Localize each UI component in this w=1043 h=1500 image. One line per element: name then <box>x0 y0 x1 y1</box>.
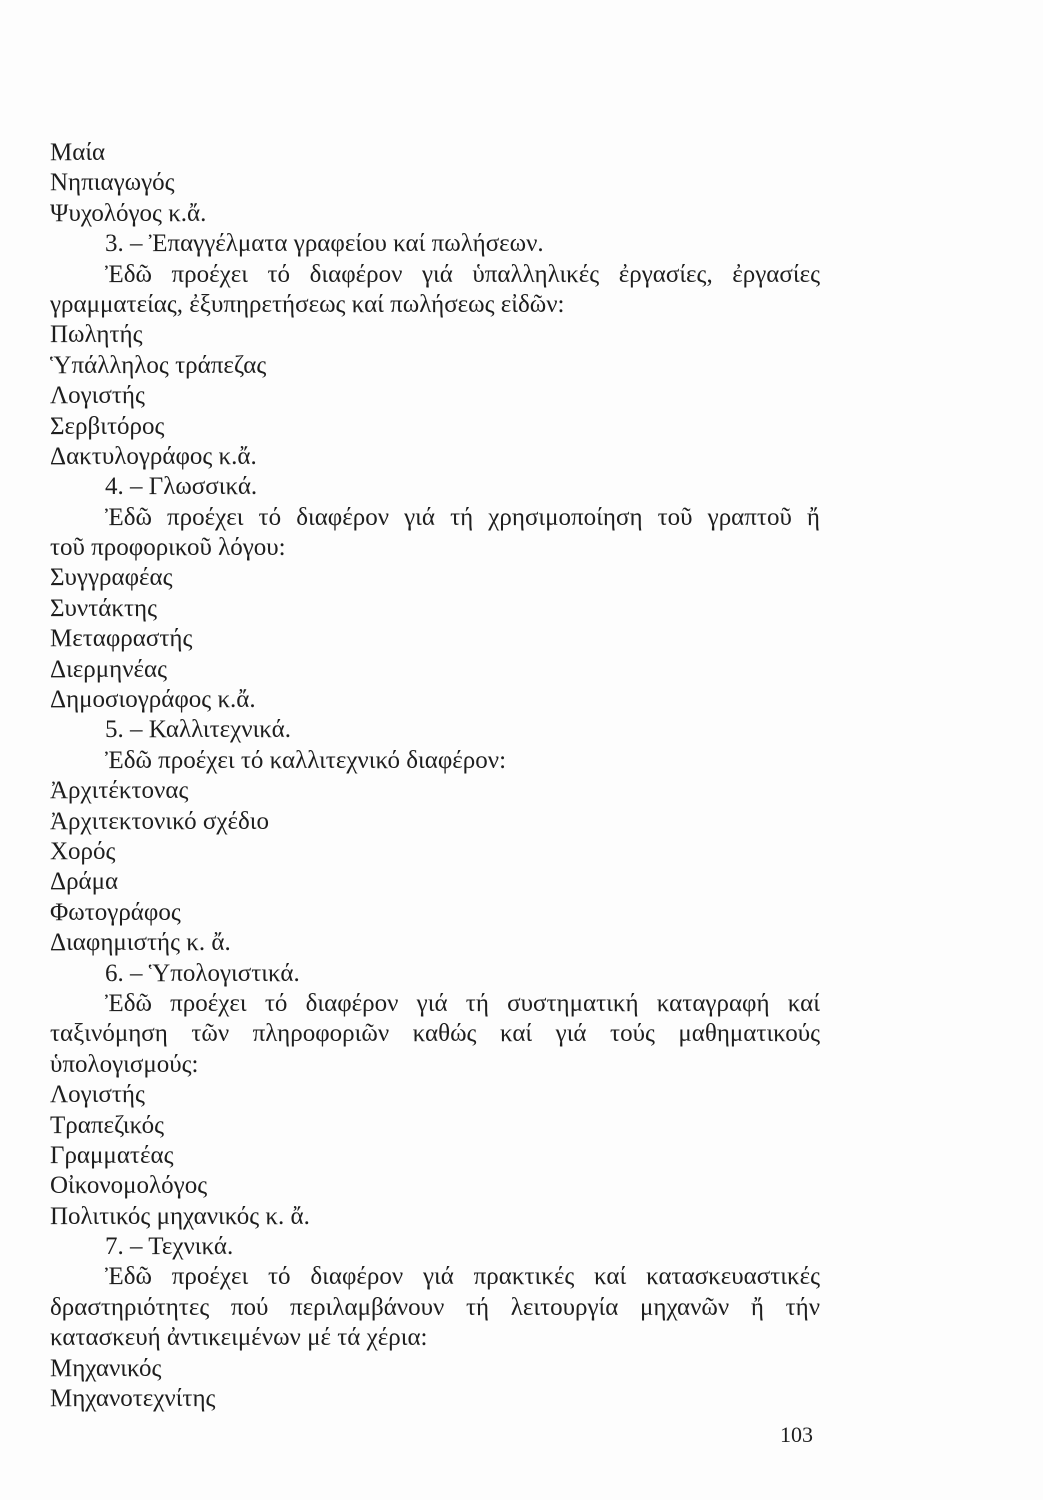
paragraph-line: τοῦ προφορικοῦ λόγου: <box>50 534 286 562</box>
text-line: Μηχανοτεχνίτης <box>50 1385 216 1413</box>
section-heading: 5. – Καλλιτεχνικά. <box>105 716 292 744</box>
body-text <box>50 138 820 1414</box>
page-number: 103 <box>780 1422 813 1447</box>
text-line: Λογιστής <box>50 1081 145 1109</box>
text-line: Τραπεζικός <box>50 1111 165 1139</box>
text-line: Σερβιτόρος <box>50 412 165 440</box>
text-line: Διερμηνέας <box>50 655 168 683</box>
paragraph-line: Ἐδῶ προέχει τό διαφέρον γιά τή συστηματική καταγραφή καί <box>105 989 820 1017</box>
text-line: Μηχανικός <box>50 1354 162 1382</box>
text-line: Δημοσιογράφος κ.ἄ. <box>50 686 256 714</box>
text-line: Ψυχολόγος κ.ἄ. <box>50 199 207 227</box>
text-line: Γραμματέας <box>50 1141 174 1169</box>
section-heading: 7. – Τεχνικά. <box>105 1233 234 1261</box>
text-line: Ἀρχιτέκτονας <box>50 777 189 805</box>
text-line: Πολιτικός μηχανικός κ. ἄ. <box>50 1202 310 1230</box>
text-line: Μεταφραστής <box>50 625 193 653</box>
text-line: Νηπιαγωγός <box>50 169 175 197</box>
text-line: Συντάκτης <box>50 594 157 622</box>
paragraph-line: ταξινόμηση τῶν πληροφοριῶν καθώς καί γιά τούς μαθηματικούς <box>50 1020 820 1048</box>
section-heading: 6. – Ὑπολογιστικά. <box>105 959 300 987</box>
text-line: Λογιστής <box>50 382 145 410</box>
paragraph-line: Ἐδῶ προέχει τό διαφέρον γιά πρακτικές καί κατασκευαστικές <box>105 1263 820 1291</box>
text-line: Οἰκονομολόγος <box>50 1172 208 1200</box>
paragraph-line: ὑπολογισμούς: <box>50 1050 199 1078</box>
text-line: Ἀρχιτεκτονικό σχέδιο <box>50 807 269 835</box>
paragraph-line: Ἐδῶ προέχει τό διαφέρον γιά τή χρησιμοποίηση τοῦ γραπτοῦ ἤ <box>105 503 820 531</box>
text-line: Χορός <box>50 837 116 865</box>
paragraph-line: δραστηριότητες πού περιλαμβάνουν τή λειτουργία μηχανῶν ἤ τήν <box>50 1293 820 1321</box>
text-line: Μαία <box>50 139 106 166</box>
text-line: Δακτυλογράφος κ.ἄ. <box>50 442 257 470</box>
text-line: Διαφημιστής κ. ἄ. <box>50 929 231 957</box>
paragraph-line: Ἐδῶ προέχει τό καλλιτεχνικό διαφέρον: <box>105 746 507 774</box>
text-line: Ὑπάλληλος τράπεζας <box>50 351 267 379</box>
text-line: Συγγραφέας <box>50 564 173 592</box>
text-line: Δράμα <box>50 868 119 896</box>
text-line: Πωλητής <box>50 321 143 349</box>
paragraph-line: κατασκευή ἀντικειμένων μέ τά χέρια: <box>50 1324 428 1352</box>
section-heading: 3. – Ἐπαγγέλματα γραφείου καί πωλήσεων. <box>105 230 544 258</box>
paragraph-line: γραμματείας, ἐξυπηρετήσεως καί πωλήσεως εἰδῶν: <box>50 290 565 318</box>
section-heading: 4. – Γλωσσικά. <box>105 473 258 501</box>
paragraph-line: Ἐδῶ προέχει τό διαφέρον γιά ὑπαλληλικές ἐργασίες, ἐργασίες <box>105 260 820 288</box>
text-line: Φωτογράφος <box>50 898 181 926</box>
